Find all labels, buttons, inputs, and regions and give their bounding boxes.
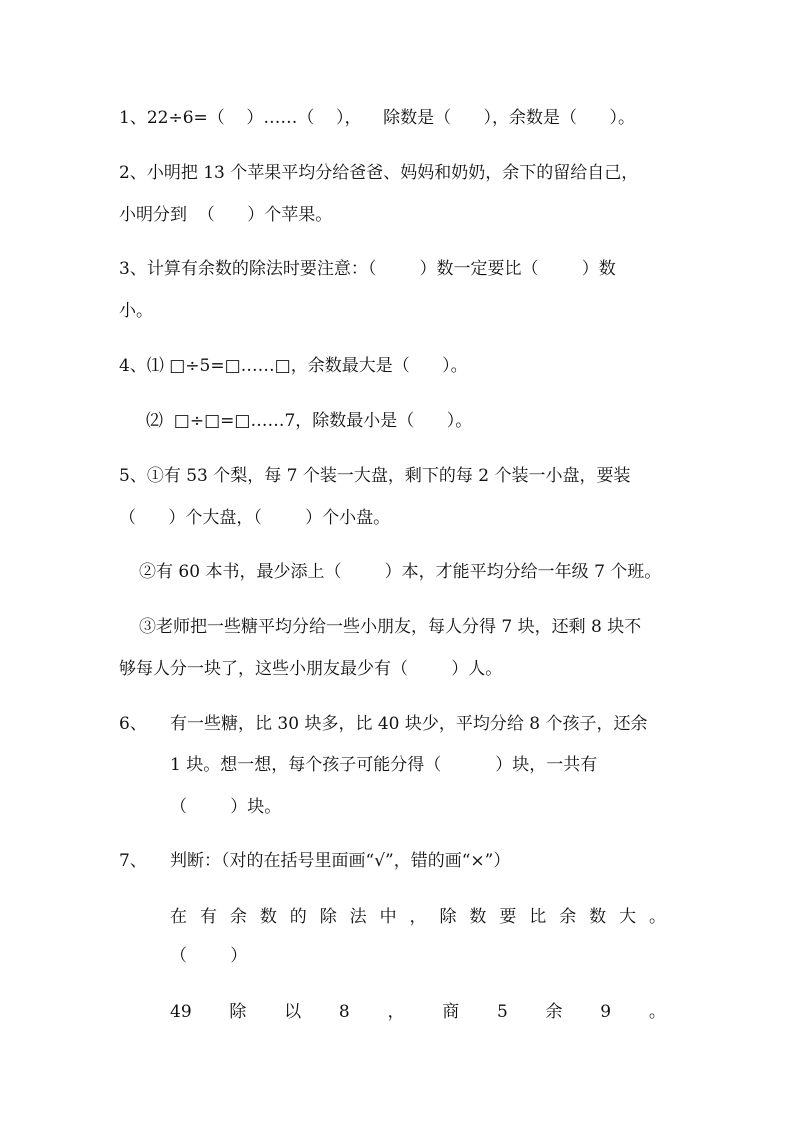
question-5-line-1: 5、①有 53 个梨，每 7 个装一大盘，剩下的每 2 个装一小盘，要装 (119, 466, 631, 486)
item-1-char: 余 (559, 907, 577, 927)
question-5-line-4: ③老师把一些糖平均分给一些小朋友，每人分得 7 块，还剩 8 块不 (139, 617, 642, 637)
item-2-token: 除 (229, 1002, 247, 1022)
item-2-token: 8 (338, 1002, 350, 1022)
question-3-line-1: 3、计算有余数的除法时要注意：（ ）数一定要比（ ）数 (119, 259, 616, 279)
question-6-line-2: 1 块。想一想，每个孩子可能分得（ ）块，一共有 (170, 755, 598, 775)
question-7-number: 7、 (119, 851, 147, 871)
question-7-title: 判断：（对的在括号里面画“√”，错的画“×”） (170, 851, 511, 871)
item-2-token: ， (387, 1002, 405, 1022)
question-4-line-1: 4、⑴ □÷5=□……□，余数最大是（ ）。 (119, 356, 468, 376)
item-1-char: 在 (170, 907, 187, 927)
question-3-line-2: 小。 (119, 301, 153, 321)
item-2-token: 49 (170, 1002, 192, 1022)
item-1-char: 比 (529, 907, 547, 927)
item-1-char: 中 (379, 907, 397, 927)
question-6-line-1: 有一些糖，比 30 块多，比 40 块少，平均分给 8 个孩子，还余 (170, 714, 648, 734)
question-4-line-2: ⑵ □÷□=□……7，除数最小是（ ）。 (146, 411, 473, 431)
item-1-char: 的 (289, 907, 307, 927)
item-1-char: 数 (259, 907, 277, 927)
item-2-token: 。 (648, 1002, 666, 1022)
item-1-char: 数 (589, 907, 607, 927)
question-1: 1、22÷6=（ ）……（ ）， 除数是（ ），余数是（ ）。 (119, 108, 635, 128)
item-2-token: 5 (496, 1002, 508, 1022)
question-5-line-3: ②有 60 本书，最少添上（ ）本，才能平均分给一年级 7 个班。 (139, 562, 662, 582)
item-1-char: 要 (499, 907, 517, 927)
item-1-char: 除 (439, 907, 457, 927)
question-2-line-1: 2、小明把 13 个苹果平均分给爸爸、妈妈和奶奶，余下的留给自己， (119, 163, 639, 183)
item-1-char: 余 (229, 907, 247, 927)
item-1-char: 除 (319, 907, 337, 927)
question-2-line-2: 小明分到 （ ）个苹果。 (119, 205, 333, 225)
question-7-item-1 (170, 906, 666, 928)
question-5-line-2: （ ）个大盘，（ ）个小盘。 (119, 508, 391, 528)
question-7-item-1-answer-parens: （ ） (170, 946, 248, 966)
item-2-token: 以 (284, 1002, 302, 1022)
question-5-line-5: 够每人分一块了，这些小朋友最少有（ ）人。 (119, 659, 503, 679)
question-6-number: 6、 (119, 714, 147, 734)
item-1-char: 有 (199, 907, 217, 927)
item-1-char: 法 (349, 907, 367, 927)
item-1-char: 。 (649, 907, 666, 927)
item-2-token: 9 (600, 1002, 612, 1022)
question-7-item-2 (170, 1001, 666, 1023)
item-1-char: ， (409, 907, 427, 927)
item-2-token: 商 (442, 1002, 460, 1022)
item-1-char: 大 (619, 907, 637, 927)
item-1-char: 数 (469, 907, 487, 927)
question-6-line-3: （ ）块。 (170, 797, 282, 817)
item-2-token: 余 (545, 1002, 563, 1022)
